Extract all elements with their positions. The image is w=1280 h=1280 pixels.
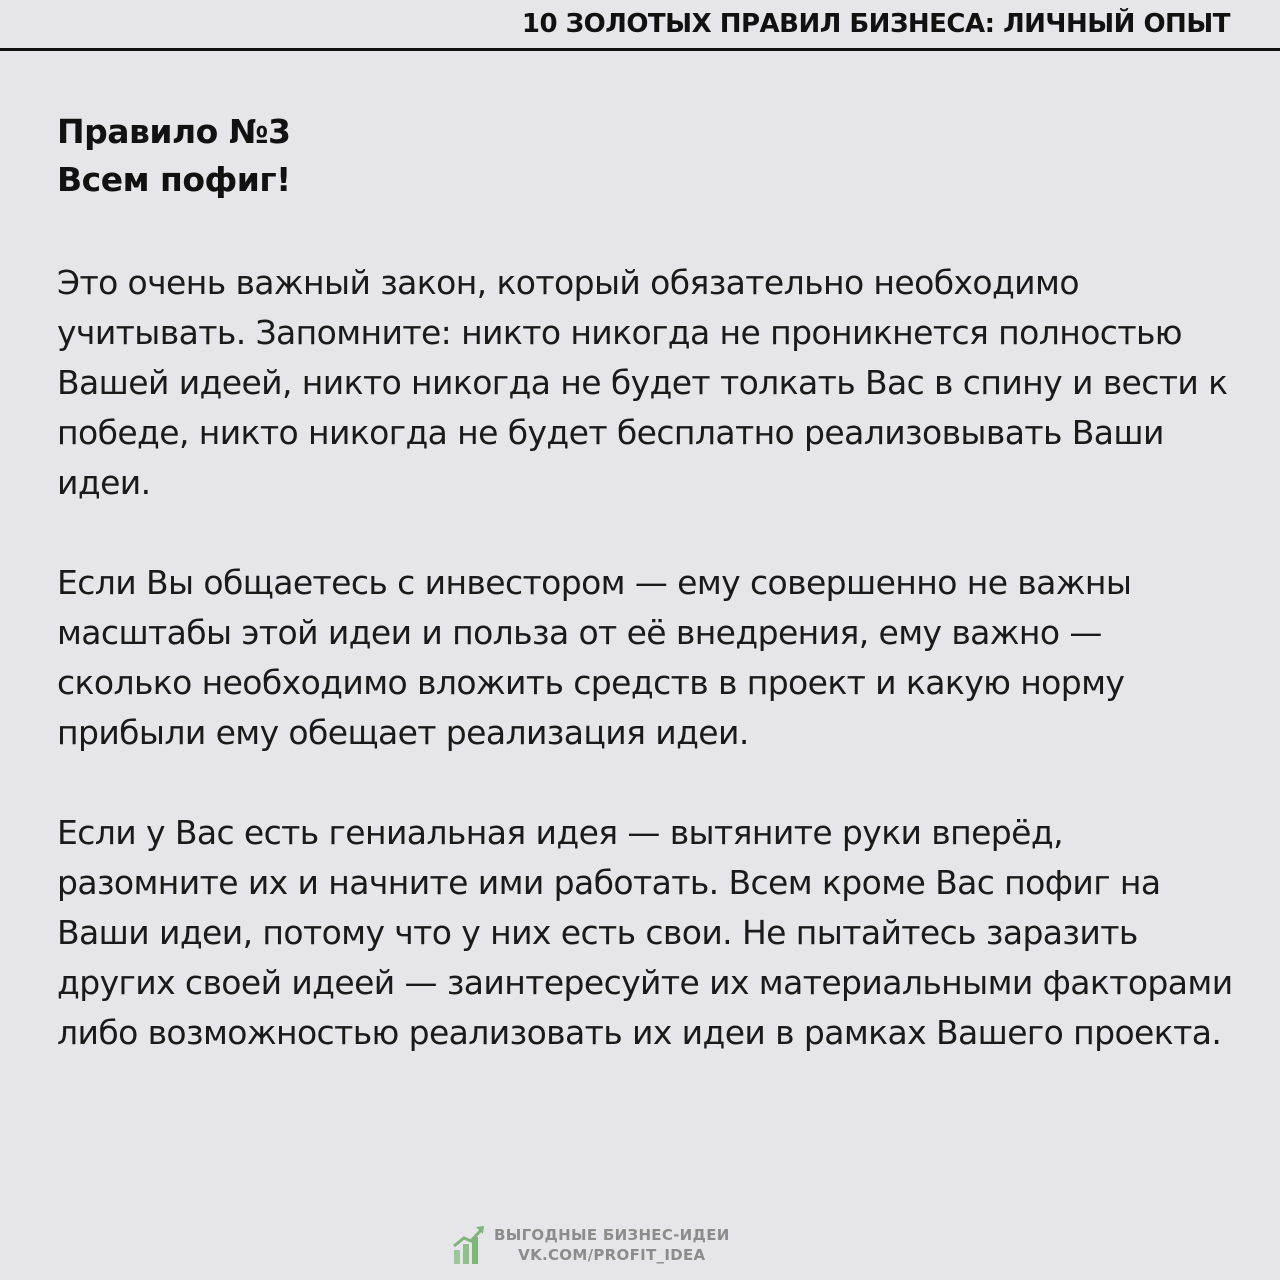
footer-link: VK.COM/PROFIT_IDEA <box>518 1246 706 1264</box>
footer-brand <box>452 1224 730 1266</box>
header-divider <box>0 48 1280 51</box>
growth-chart-icon <box>452 1224 486 1266</box>
header-title: 10 ЗОЛОТЫХ ПРАВИЛ БИЗНЕСА: ЛИЧНЫЙ ОПЫТ <box>521 9 1230 39</box>
rule-number: Правило №3 <box>57 112 291 151</box>
article-body <box>57 108 1237 1058</box>
rule-title: Всем пофиг! <box>57 160 291 199</box>
paragraph-3: Если у Вас есть гениальная идея — вытяните руки вперёд, разомните их и начните ими работать. Всем кроме Вас пофиг на Ваши идеи, потому что у них есть свои. Не пытайтесь заразить других своей идеей — заинтересуйте их материальными факторами либо возможностью реализовать их идеи в рамках Вашего проекта. <box>57 813 1233 1052</box>
paragraph-2: Если Вы общаетесь с инвестором — ему совершенно не важны масштабы этой идеи и польза от её внедрения, ему важно — сколько необходимо вложить средств в проект и какую норму прибыли ему обещает реализация идеи. <box>57 563 1132 752</box>
footer-brand-name: ВЫГОДНЫЕ БИЗНЕС-ИДЕИ <box>494 1226 730 1244</box>
paragraph-1: Это очень важный закон, который обязательно необходимо учитывать. Запомните: никто никогда не проникнется полностью Вашей идеей, никто никогда не будет толкать Вас в спину и вести к победе, никто никогда не будет бесплатно реализовывать Ваши идеи. <box>57 263 1228 502</box>
